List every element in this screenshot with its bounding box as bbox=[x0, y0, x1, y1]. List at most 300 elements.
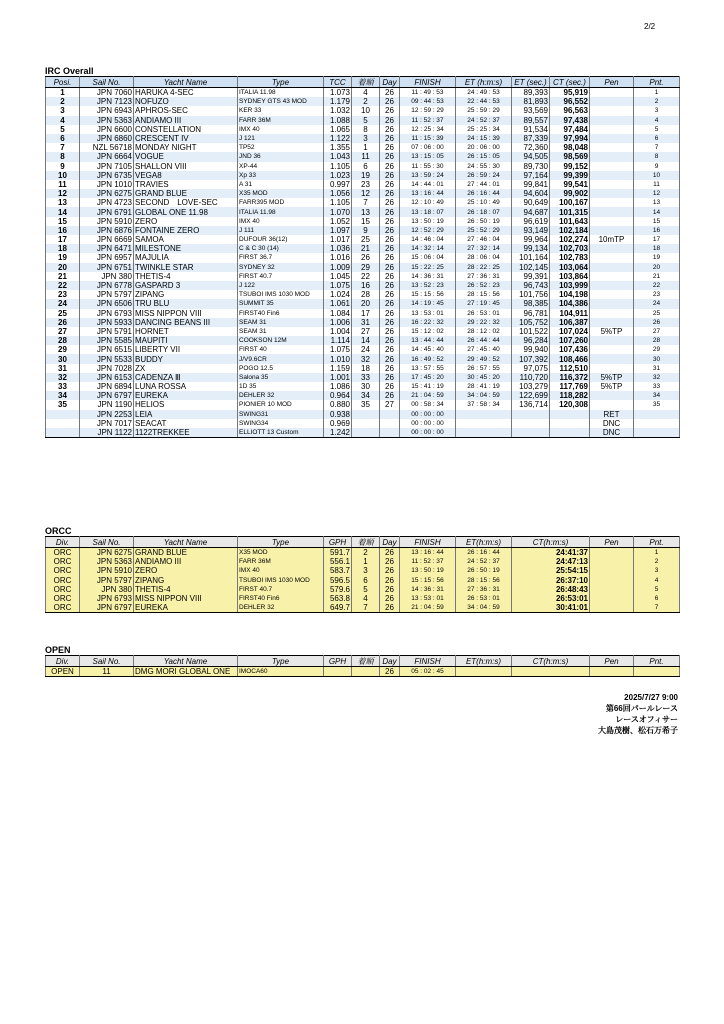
irc-cell bbox=[590, 391, 634, 400]
irc-cell: 14 bbox=[634, 207, 680, 216]
irc-cell: FIRST 40.7 bbox=[238, 272, 324, 281]
irc-cell: 5 bbox=[634, 125, 680, 134]
irc-cell: JPN 1122 bbox=[80, 428, 134, 438]
irc-cell: 33 bbox=[46, 382, 80, 391]
irc-cell: SHALLON VIII bbox=[134, 162, 238, 171]
irc-cell: 26 : 59 : 24 bbox=[456, 171, 512, 180]
irc-cell: 00 : 00 : 00 bbox=[400, 419, 456, 428]
orcc-cell bbox=[590, 548, 634, 558]
irc-cell: 29 bbox=[46, 345, 80, 354]
irc-cell: 118,282 bbox=[550, 391, 590, 400]
irc-cell: 102,145 bbox=[512, 263, 550, 272]
orcc-cell: 13 : 50 : 19 bbox=[400, 566, 456, 575]
irc-cell: 20 : 06 : 00 bbox=[456, 143, 512, 152]
orcc-header-cell: Yacht Name bbox=[134, 537, 238, 548]
irc-cell: 26 bbox=[380, 318, 400, 327]
irc-cell: 96,781 bbox=[512, 309, 550, 318]
irc-cell: 30 bbox=[352, 382, 380, 391]
irc-cell: 13 : 44 : 44 bbox=[400, 336, 456, 345]
irc-cell: 8 bbox=[634, 152, 680, 161]
irc-cell: 26 : 52 : 23 bbox=[456, 281, 512, 290]
irc-table-row bbox=[46, 419, 680, 428]
orcc-header-cell: Day bbox=[380, 537, 400, 548]
irc-table-row bbox=[46, 345, 680, 354]
irc-cell: 32 bbox=[634, 373, 680, 382]
orcc-cell: JPN 5363 bbox=[80, 557, 134, 566]
orcc-cell: JPN 380 bbox=[80, 585, 134, 594]
irc-cell: LEIA bbox=[134, 410, 238, 419]
orcc-header-cell: GPH bbox=[324, 537, 352, 548]
irc-cell: 26 : 53 : 01 bbox=[456, 309, 512, 318]
open-results-table bbox=[45, 655, 680, 677]
irc-table-row bbox=[46, 162, 680, 171]
irc-cell: 1.017 bbox=[324, 235, 352, 244]
irc-cell: 26 bbox=[380, 217, 400, 226]
irc-cell: 31 bbox=[46, 364, 80, 373]
irc-cell: 17 bbox=[352, 309, 380, 318]
irc-cell: 11 : 49 : 53 bbox=[400, 88, 456, 98]
irc-cell: 30 bbox=[634, 354, 680, 363]
irc-cell: 21 : 04 : 59 bbox=[400, 391, 456, 400]
irc-cell: 16 bbox=[46, 226, 80, 235]
irc-cell: 24 : 15 : 39 bbox=[456, 134, 512, 143]
irc-table-row bbox=[46, 134, 680, 143]
irc-table-row bbox=[46, 391, 680, 400]
irc-cell: 28 : 41 : 19 bbox=[456, 382, 512, 391]
open-cell: OPEN bbox=[46, 667, 80, 677]
irc-cell: 14 : 44 : 01 bbox=[400, 180, 456, 189]
irc-header-cell: CT (sec.) bbox=[550, 77, 590, 88]
irc-cell: 1.024 bbox=[324, 290, 352, 299]
irc-cell: ANDIAMO III bbox=[134, 116, 238, 125]
irc-cell: DEHLER 32 bbox=[238, 391, 324, 400]
irc-cell: JPN 5797 bbox=[80, 290, 134, 299]
irc-cell: 1.032 bbox=[324, 106, 352, 115]
orcc-cell: 3 bbox=[634, 566, 680, 575]
irc-cell: 0.997 bbox=[324, 180, 352, 189]
open-cell: 11 bbox=[80, 667, 134, 677]
orcc-cell: 15 : 15 : 56 bbox=[400, 576, 456, 585]
orcc-cell: 1 bbox=[352, 557, 380, 566]
orcc-cell: 5 bbox=[634, 585, 680, 594]
irc-cell: 1.010 bbox=[324, 354, 352, 363]
irc-cell: 2 bbox=[634, 97, 680, 106]
irc-cell: 11 bbox=[352, 152, 380, 161]
irc-cell: 1.105 bbox=[324, 162, 352, 171]
irc-cell: 96,563 bbox=[550, 106, 590, 115]
irc-cell: JPN 7123 bbox=[80, 97, 134, 106]
orcc-cell bbox=[590, 566, 634, 575]
irc-cell: SEACAT bbox=[134, 419, 238, 428]
irc-cell: 27 bbox=[380, 400, 400, 409]
irc-cell: 33 bbox=[634, 382, 680, 391]
irc-cell bbox=[590, 97, 634, 106]
irc-cell: 26 bbox=[352, 253, 380, 262]
irc-cell bbox=[550, 428, 590, 438]
irc-cell: 18 bbox=[352, 364, 380, 373]
orcc-cell: 26:48:43 bbox=[512, 585, 590, 594]
orcc-cell: 30:41:01 bbox=[512, 603, 590, 613]
irc-cell: 97,994 bbox=[550, 134, 590, 143]
irc-cell: 89,730 bbox=[512, 162, 550, 171]
irc-cell bbox=[380, 419, 400, 428]
orcc-header-row bbox=[46, 537, 680, 548]
orcc-cell: ORC bbox=[46, 548, 80, 558]
irc-cell: 6 bbox=[352, 162, 380, 171]
irc-cell: 99,940 bbox=[512, 345, 550, 354]
irc-cell: 1.070 bbox=[324, 207, 352, 216]
orcc-table-row bbox=[46, 594, 680, 603]
irc-cell: JPN 6778 bbox=[80, 281, 134, 290]
irc-cell: 0.938 bbox=[324, 410, 352, 419]
irc-cell: 19 bbox=[634, 253, 680, 262]
irc-cell: 26 : 18 : 07 bbox=[456, 207, 512, 216]
footer-office: レースオフィサー bbox=[615, 715, 678, 724]
irc-cell: 7 bbox=[352, 198, 380, 207]
irc-cell: 22 bbox=[352, 272, 380, 281]
orcc-cell: FARR 36M bbox=[238, 557, 324, 566]
irc-cell: 1D 35 bbox=[238, 382, 324, 391]
orcc-cell: 26 : 53 : 01 bbox=[456, 594, 512, 603]
irc-cell bbox=[590, 125, 634, 134]
irc-cell: 15 : 15 : 56 bbox=[400, 290, 456, 299]
irc-table-row bbox=[46, 281, 680, 290]
irc-table-row bbox=[46, 152, 680, 161]
irc-cell: 6 bbox=[46, 134, 80, 143]
irc-cell: 1.084 bbox=[324, 309, 352, 318]
irc-cell: 15 bbox=[46, 217, 80, 226]
irc-cell: 12 bbox=[634, 189, 680, 198]
irc-cell: 32 bbox=[46, 373, 80, 382]
irc-cell: 21 bbox=[634, 272, 680, 281]
irc-cell: 13 : 53 : 01 bbox=[400, 309, 456, 318]
irc-table-row bbox=[46, 198, 680, 207]
irc-cell: CONSTELLATION bbox=[134, 125, 238, 134]
irc-cell bbox=[352, 419, 380, 428]
irc-cell: 11 : 52 : 37 bbox=[400, 116, 456, 125]
irc-cell: 8 bbox=[352, 125, 380, 134]
irc-table-row bbox=[46, 272, 680, 281]
irc-cell: JND 36 bbox=[238, 152, 324, 161]
orcc-cell: 24:41:37 bbox=[512, 548, 590, 558]
irc-cell bbox=[46, 428, 80, 438]
irc-table-row bbox=[46, 354, 680, 363]
irc-cell: 5%TP bbox=[590, 382, 634, 391]
irc-cell: JPN 6153 bbox=[80, 373, 134, 382]
irc-cell: C & C 30 (14) bbox=[238, 244, 324, 253]
irc-cell: 27 : 19 : 45 bbox=[456, 299, 512, 308]
irc-cell bbox=[590, 171, 634, 180]
irc-cell: 26 bbox=[380, 143, 400, 152]
irc-cell: DNC bbox=[590, 428, 634, 438]
irc-cell: 103,064 bbox=[550, 263, 590, 272]
orcc-cell: 649.7 bbox=[324, 603, 352, 613]
irc-cell: 1.105 bbox=[324, 198, 352, 207]
orcc-table-row bbox=[46, 557, 680, 566]
irc-cell: 28 : 06 : 04 bbox=[456, 253, 512, 262]
irc-cell bbox=[590, 299, 634, 308]
irc-table-row bbox=[46, 318, 680, 327]
irc-cell bbox=[550, 410, 590, 419]
irc-cell: 32 bbox=[352, 354, 380, 363]
orcc-cell: JPN 6797 bbox=[80, 603, 134, 613]
irc-cell: 35 bbox=[352, 400, 380, 409]
irc-cell: 34 bbox=[634, 391, 680, 400]
irc-cell: 5 bbox=[352, 116, 380, 125]
irc-cell: SYDNEY 32 bbox=[238, 263, 324, 272]
orcc-cell: 26:37:10 bbox=[512, 576, 590, 585]
irc-cell: 26 bbox=[380, 207, 400, 216]
open-header-cell: Pen bbox=[590, 656, 634, 667]
orcc-cell: 2 bbox=[352, 548, 380, 558]
orcc-cell: ANDIAMO III bbox=[134, 557, 238, 566]
irc-cell: 96,619 bbox=[512, 217, 550, 226]
irc-cell: 11 bbox=[46, 180, 80, 189]
irc-table-row bbox=[46, 171, 680, 180]
irc-cell: 104,386 bbox=[550, 299, 590, 308]
irc-cell: 0.969 bbox=[324, 419, 352, 428]
irc-cell: IMX 40 bbox=[238, 217, 324, 226]
irc-cell bbox=[590, 226, 634, 235]
irc-cell: JPN 6791 bbox=[80, 207, 134, 216]
irc-cell: 5%TP bbox=[590, 327, 634, 336]
footer-event: 第66回パールレース bbox=[605, 704, 678, 713]
irc-cell: DANCING BEANS III bbox=[134, 318, 238, 327]
irc-cell: JPN 6876 bbox=[80, 226, 134, 235]
irc-cell: 1.004 bbox=[324, 327, 352, 336]
irc-cell: 28 : 22 : 25 bbox=[456, 263, 512, 272]
orcc-cell: 2 bbox=[634, 557, 680, 566]
orcc-cell: JPN 5797 bbox=[80, 576, 134, 585]
irc-cell bbox=[590, 189, 634, 198]
irc-cell: 99,399 bbox=[550, 171, 590, 180]
irc-cell: 24 : 52 : 37 bbox=[456, 116, 512, 125]
irc-cell: JPN 380 bbox=[80, 272, 134, 281]
irc-cell: 25 : 25 : 34 bbox=[456, 125, 512, 134]
irc-cell: 27 : 45 : 40 bbox=[456, 345, 512, 354]
irc-cell: 1 bbox=[352, 143, 380, 152]
irc-cell: 102,274 bbox=[550, 235, 590, 244]
irc-cell: 13 : 52 : 23 bbox=[400, 281, 456, 290]
irc-cell: 33 bbox=[352, 373, 380, 382]
irc-cell: SEAM 31 bbox=[238, 327, 324, 336]
open-header-cell: CT(h:m:s) bbox=[512, 656, 590, 667]
irc-cell: 26 bbox=[380, 364, 400, 373]
irc-cell: 19 bbox=[352, 171, 380, 180]
orcc-cell: ORC bbox=[46, 576, 80, 585]
irc-table-row bbox=[46, 299, 680, 308]
irc-cell: TP52 bbox=[238, 143, 324, 152]
open-cell bbox=[456, 667, 512, 677]
irc-cell: 24 : 49 : 53 bbox=[456, 88, 512, 98]
irc-cell: 26 bbox=[380, 180, 400, 189]
open-header-cell: Pnt. bbox=[634, 656, 680, 667]
orcc-cell: 583.7 bbox=[324, 566, 352, 575]
irc-cell: 112,510 bbox=[550, 364, 590, 373]
orcc-cell: 14 : 36 : 31 bbox=[400, 585, 456, 594]
irc-table-row bbox=[46, 125, 680, 134]
irc-cell: 99,134 bbox=[512, 244, 550, 253]
irc-cell: 23 bbox=[634, 290, 680, 299]
irc-cell: JPN 6957 bbox=[80, 253, 134, 262]
irc-cell bbox=[590, 253, 634, 262]
irc-cell: 27 bbox=[634, 327, 680, 336]
irc-cell: JPN 4723 bbox=[80, 198, 134, 207]
orcc-cell: JPN 6793 bbox=[80, 594, 134, 603]
irc-cell: JPN 6275 bbox=[80, 189, 134, 198]
orcc-cell: TSUBOI IMS 1030 MOD bbox=[238, 576, 324, 585]
irc-cell: 17 bbox=[46, 235, 80, 244]
orcc-cell: ORC bbox=[46, 603, 80, 613]
irc-cell: 26 bbox=[380, 125, 400, 134]
irc-cell: 12 bbox=[352, 189, 380, 198]
irc-cell: 29 : 22 : 32 bbox=[456, 318, 512, 327]
irc-cell: 93,569 bbox=[512, 106, 550, 115]
irc-cell: SWING34 bbox=[238, 419, 324, 428]
irc-cell: 26 bbox=[380, 171, 400, 180]
open-cell bbox=[512, 667, 590, 677]
irc-table-row bbox=[46, 116, 680, 125]
open-cell: 26 bbox=[380, 667, 400, 677]
irc-cell bbox=[634, 419, 680, 428]
irc-section-title: IRC Overall bbox=[45, 66, 94, 76]
open-header-cell: Div. bbox=[46, 656, 80, 667]
irc-cell: 26 bbox=[380, 116, 400, 125]
irc-cell: 09 : 44 : 53 bbox=[400, 97, 456, 106]
irc-cell: FIRST 36.7 bbox=[238, 253, 324, 262]
irc-cell: MAJULIA bbox=[134, 253, 238, 262]
irc-cell: 99,902 bbox=[550, 189, 590, 198]
irc-cell: 1.242 bbox=[324, 428, 352, 438]
irc-cell: 97,438 bbox=[550, 116, 590, 125]
orcc-cell: 13 : 53 : 01 bbox=[400, 594, 456, 603]
irc-cell: 2 bbox=[352, 97, 380, 106]
orcc-header-cell: Div. bbox=[46, 537, 80, 548]
orcc-cell bbox=[590, 594, 634, 603]
irc-cell: JPN 2253 bbox=[80, 410, 134, 419]
irc-cell: HELIOS bbox=[134, 400, 238, 409]
orcc-cell: 7 bbox=[352, 603, 380, 613]
irc-cell: JPN 5910 bbox=[80, 217, 134, 226]
irc-cell: 100,167 bbox=[550, 198, 590, 207]
irc-cell: 26 bbox=[380, 345, 400, 354]
irc-cell: 28 bbox=[46, 336, 80, 345]
irc-cell bbox=[590, 106, 634, 115]
irc-cell: 107,260 bbox=[550, 336, 590, 345]
irc-cell: 20 bbox=[352, 299, 380, 308]
irc-cell: 87,339 bbox=[512, 134, 550, 143]
irc-cell: 37 : 58 : 34 bbox=[456, 400, 512, 409]
irc-header-cell: Sail No. bbox=[80, 77, 134, 88]
irc-cell: MISS NIPPON VIII bbox=[134, 309, 238, 318]
irc-cell: JPN 6471 bbox=[80, 244, 134, 253]
irc-cell bbox=[352, 428, 380, 438]
open-cell: DMG MORI GLOBAL ONE bbox=[134, 667, 238, 677]
irc-cell: 1.023 bbox=[324, 171, 352, 180]
irc-cell: 26 : 15 : 05 bbox=[456, 152, 512, 161]
orcc-cell: JPN 6275 bbox=[80, 548, 134, 558]
irc-cell: 1.159 bbox=[324, 364, 352, 373]
irc-cell: 14 : 45 : 40 bbox=[400, 345, 456, 354]
irc-cell: 4 bbox=[634, 116, 680, 125]
irc-header-cell: 着順 bbox=[352, 77, 380, 88]
irc-cell: 10 bbox=[46, 171, 80, 180]
irc-cell: 25 : 59 : 29 bbox=[456, 106, 512, 115]
orcc-cell bbox=[590, 585, 634, 594]
irc-cell: 13 : 16 : 44 bbox=[400, 189, 456, 198]
irc-cell: 102,783 bbox=[550, 253, 590, 262]
irc-cell: 13 : 50 : 19 bbox=[400, 217, 456, 226]
irc-cell: 16 bbox=[634, 226, 680, 235]
irc-cell: JPN 6860 bbox=[80, 134, 134, 143]
irc-cell: 108,466 bbox=[550, 354, 590, 363]
irc-cell: 00 : 00 : 00 bbox=[400, 428, 456, 438]
irc-cell: SECOND LOVE-SEC bbox=[134, 198, 238, 207]
irc-cell: 11 : 15 : 39 bbox=[400, 134, 456, 143]
irc-cell: 34 : 04 : 59 bbox=[456, 391, 512, 400]
irc-cell: 101,164 bbox=[512, 253, 550, 262]
irc-cell: 14 : 36 : 31 bbox=[400, 272, 456, 281]
irc-header-cell: ET (h:m:s) bbox=[456, 77, 512, 88]
irc-cell: 5%TP bbox=[590, 373, 634, 382]
irc-cell: ITALIA 11.98 bbox=[238, 207, 324, 216]
irc-cell: DUFOUR 36(12) bbox=[238, 235, 324, 244]
irc-cell: 1.073 bbox=[324, 88, 352, 98]
orcc-header-cell: CT(h:m:s) bbox=[512, 537, 590, 548]
orcc-cell: 579.6 bbox=[324, 585, 352, 594]
open-header-cell: ET(h:m:s) bbox=[456, 656, 512, 667]
irc-cell: 10 bbox=[634, 171, 680, 180]
irc-cell: FONTAINE ZERO bbox=[134, 226, 238, 235]
irc-cell: 5 bbox=[46, 125, 80, 134]
irc-cell: 99,841 bbox=[512, 180, 550, 189]
orcc-cell: 26 bbox=[380, 548, 400, 558]
orcc-header-cell: FINISH bbox=[400, 537, 456, 548]
open-cell: IMOCA60 bbox=[238, 667, 324, 677]
irc-cell: 27 : 46 : 04 bbox=[456, 235, 512, 244]
irc-cell bbox=[512, 419, 550, 428]
orcc-cell: 563.8 bbox=[324, 594, 352, 603]
irc-cell: 25 bbox=[46, 309, 80, 318]
irc-cell bbox=[590, 88, 634, 98]
irc-cell: 27 bbox=[46, 327, 80, 336]
orcc-cell: ZERO bbox=[134, 566, 238, 575]
irc-cell: 97,164 bbox=[512, 171, 550, 180]
irc-cell: 101,756 bbox=[512, 290, 550, 299]
footer-signature bbox=[598, 692, 678, 736]
irc-cell: JPN 7017 bbox=[80, 419, 134, 428]
irc-cell: 26 bbox=[380, 253, 400, 262]
orcc-header-cell: ET(h:m:s) bbox=[456, 537, 512, 548]
irc-table-row bbox=[46, 309, 680, 318]
irc-cell: SUMMIT 35 bbox=[238, 299, 324, 308]
irc-cell: JPN 7105 bbox=[80, 162, 134, 171]
irc-cell: 14 bbox=[352, 336, 380, 345]
irc-cell: SYDNEY GTS 43 MOD bbox=[238, 97, 324, 106]
irc-cell: 4 bbox=[352, 88, 380, 98]
irc-cell: HORNET bbox=[134, 327, 238, 336]
irc-table-row bbox=[46, 143, 680, 152]
irc-cell: 14 : 32 : 14 bbox=[400, 244, 456, 253]
irc-cell: 35 bbox=[46, 400, 80, 409]
irc-cell: 26 bbox=[380, 97, 400, 106]
irc-header-cell: Posi. bbox=[46, 77, 80, 88]
irc-cell: J 122 bbox=[238, 281, 324, 290]
open-cell bbox=[634, 667, 680, 677]
irc-cell: 26 bbox=[380, 309, 400, 318]
orcc-cell: GRAND BLUE bbox=[134, 548, 238, 558]
orcc-cell: FIRST40 Fin6 bbox=[238, 594, 324, 603]
